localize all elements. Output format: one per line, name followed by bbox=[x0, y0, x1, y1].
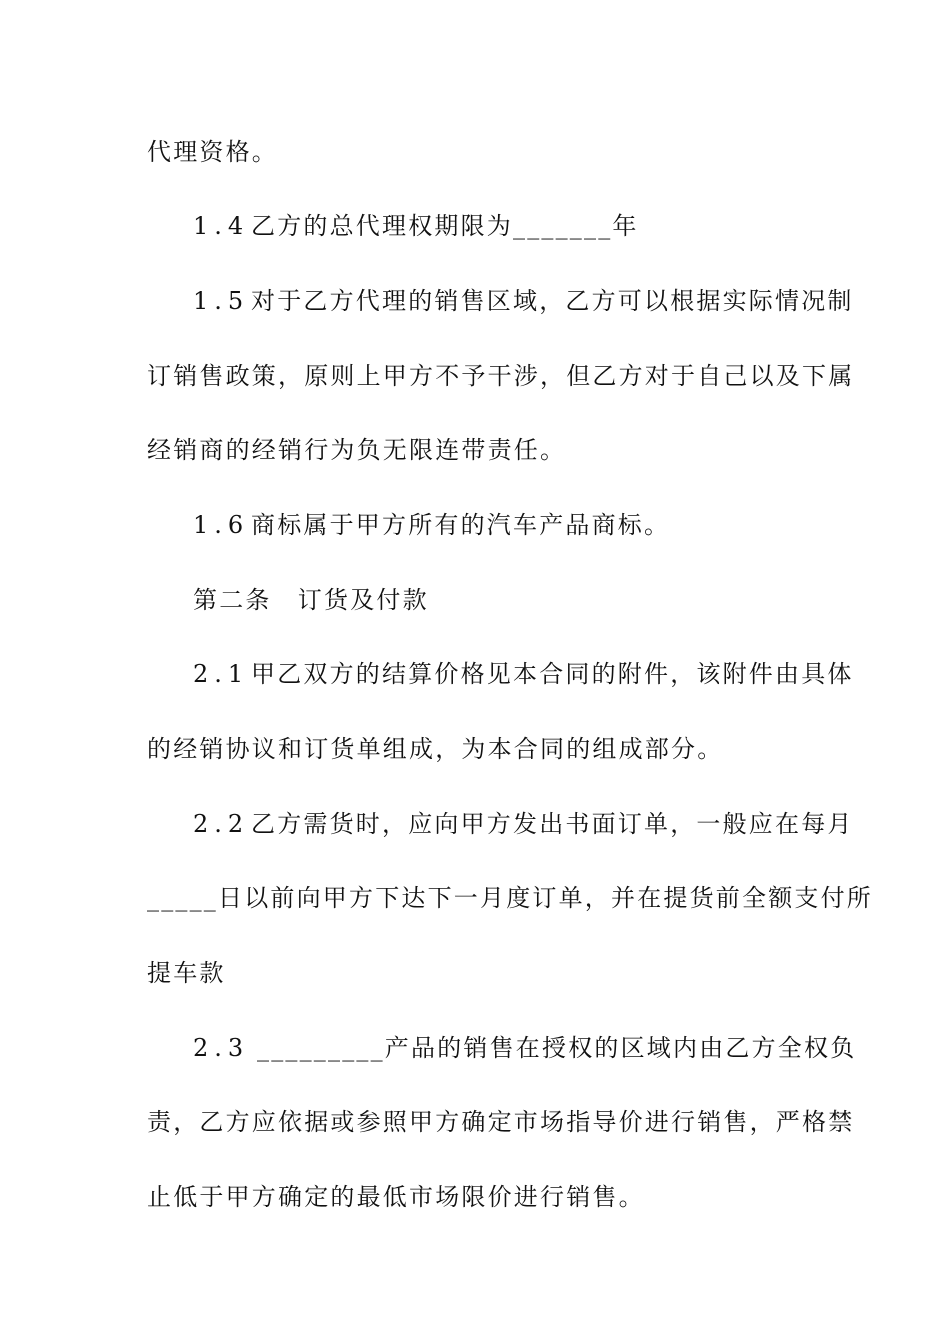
clause-text: _________产品的销售在授权的区域内由乙方全权负 bbox=[257, 1034, 857, 1062]
clause-2-3 bbox=[193, 1032, 857, 1064]
clause-text: 对于乙方代理的销售区域，乙方可以根据实际情况制 bbox=[251, 287, 854, 315]
clause-text: 商标属于甲方所有的汽车产品商标。 bbox=[251, 511, 671, 539]
clause-text: 甲乙双方的结算价格见本合同的附件，该附件由具体 bbox=[251, 660, 854, 688]
clause-number: 2.2 bbox=[193, 810, 250, 838]
paragraph-line bbox=[147, 136, 807, 168]
line-text: 责，乙方应依据或参照甲方确定市场指导价进行销售，严格禁 bbox=[147, 1108, 855, 1136]
line-text: _____日以前向甲方下达下一月度订单，并在提货前全额支付所 bbox=[147, 884, 873, 912]
clause-2-1 bbox=[193, 658, 854, 690]
paragraph-line bbox=[147, 360, 855, 392]
paragraph-line bbox=[147, 1181, 807, 1213]
paragraph-line bbox=[147, 434, 807, 466]
clause-number: 2.3 bbox=[193, 1034, 250, 1062]
clause-number: 1.6 bbox=[193, 511, 250, 539]
clause-number: 1.5 bbox=[193, 287, 250, 315]
clause-1-5 bbox=[193, 285, 854, 317]
heading-text: 第二条 订货及付款 bbox=[193, 586, 429, 614]
paragraph-line bbox=[147, 882, 873, 914]
line-text: 的经销协议和订货单组成，为本合同的组成部分。 bbox=[147, 735, 724, 763]
clause-number: 2.1 bbox=[193, 660, 250, 688]
paragraph-line bbox=[147, 733, 807, 765]
line-text: 订销售政策，原则上甲方不予干涉，但乙方对于自己以及下属 bbox=[147, 362, 855, 390]
clause-2-2 bbox=[193, 808, 854, 840]
clause-1-4 bbox=[193, 210, 853, 242]
line-text: 止低于甲方确定的最低市场限价进行销售。 bbox=[147, 1183, 645, 1211]
line-text: 代理资格。 bbox=[147, 138, 278, 166]
line-text: 提车款 bbox=[147, 959, 226, 987]
paragraph-line bbox=[147, 957, 807, 989]
clause-number: 1.4 bbox=[193, 212, 250, 240]
section-heading bbox=[193, 584, 853, 616]
clause-text: 乙方需货时，应向甲方发出书面订单，一般应在每月 bbox=[251, 810, 854, 838]
paragraph-line bbox=[147, 1106, 855, 1138]
line-text: 经销商的经销行为负无限连带责任。 bbox=[147, 436, 567, 464]
clause-1-6 bbox=[193, 509, 853, 541]
clause-text: 乙方的总代理权期限为_______年 bbox=[251, 212, 639, 240]
